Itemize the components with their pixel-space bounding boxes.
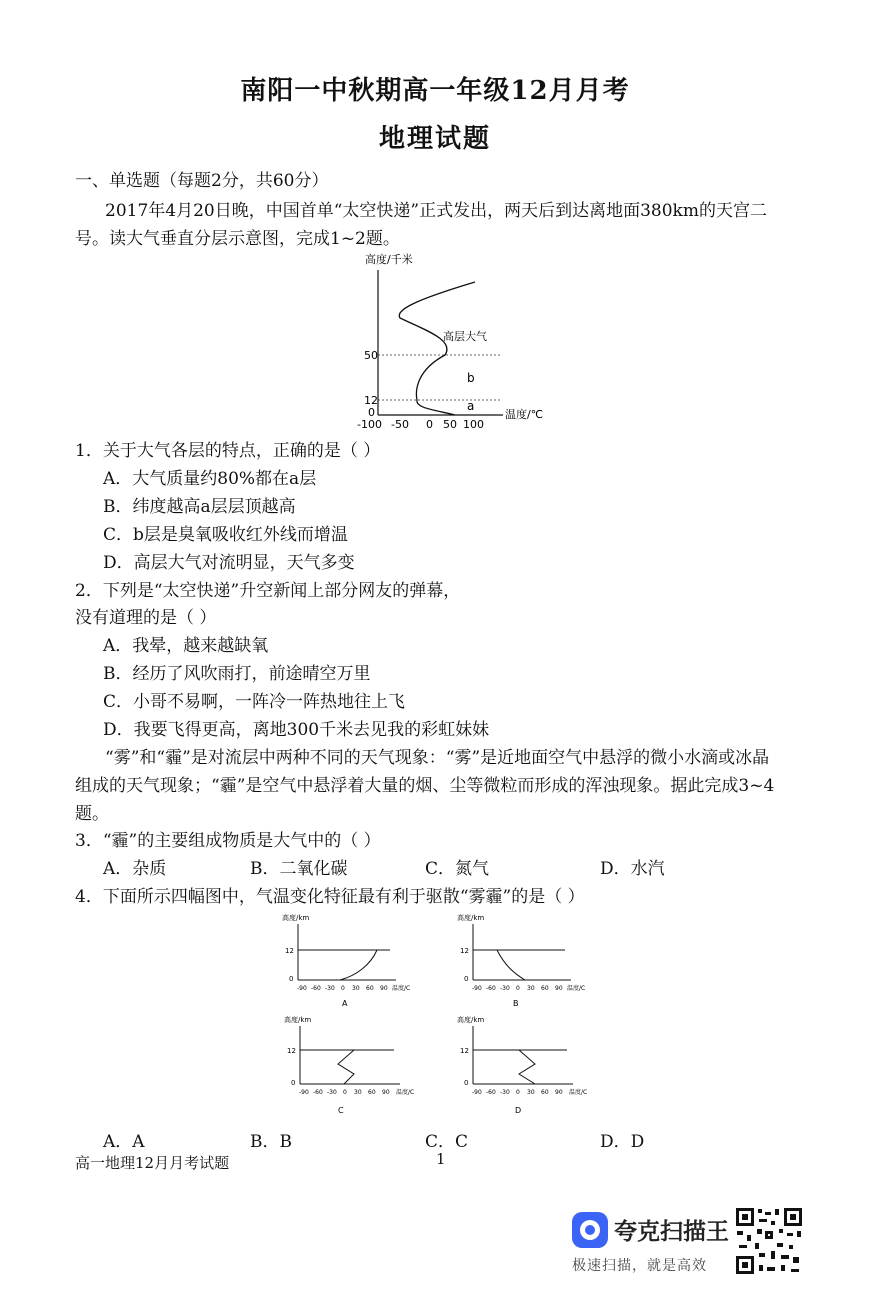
chart-d-ytick-12: 12: [460, 1047, 469, 1055]
chart-b-ytick-0: 0: [464, 975, 469, 983]
chart-d-xtick: -30: [500, 1089, 510, 1096]
q3-stem: 3．“霾”的主要组成物质是大气中的（ ）: [75, 831, 381, 851]
chart-a: [280, 910, 420, 1014]
chart-b-xtick: 30: [527, 985, 535, 992]
chart-b-xtick: 60: [541, 985, 549, 992]
q3-option-d: D．水汽: [600, 859, 665, 879]
chart-a-xtick: -90: [297, 985, 307, 992]
q2-stem-line2: 没有道理的是（ ）: [75, 608, 217, 628]
q1-option-b: B．纬度越高a层层顶越高: [103, 497, 296, 517]
q2-option-b: B．经历了风吹雨打，前途晴空万里: [103, 664, 371, 684]
chart-c-xlabel: 温度/C: [396, 1089, 415, 1096]
chart-a-xtick: -60: [311, 985, 321, 992]
chart-a-xtick: 60: [366, 985, 374, 992]
chart-d-xlabel: 温度/C: [569, 1089, 588, 1096]
atmosphere-layers-figure: [355, 250, 555, 432]
section-heading: 一、单选题（每题2分，共60分）: [75, 171, 329, 191]
q4-option-c: C．C: [425, 1132, 469, 1152]
q1-option-a: A．大气质量约80%都在a层: [103, 469, 317, 489]
chart-c-xtick: 90: [382, 1089, 390, 1096]
chart-d-xtick: 30: [527, 1089, 535, 1096]
intro2-line1: “雾”和“霾”是对流层中两种不同的天气现象：“雾”是近地面空气中悬浮的微小水滴或冰晶: [105, 748, 770, 768]
fig1-xtick-2: -50: [391, 418, 409, 431]
fig1-xtick-1: -100: [357, 418, 382, 431]
q2-option-c: C．小哥不易啊，一阵冷一阵热地往上飞: [103, 692, 406, 712]
chart-c-xtick: 0: [343, 1089, 347, 1096]
watermark-slogan: 极速扫描，就是高效: [572, 1258, 707, 1274]
fig1-label-upper: 高层大气: [443, 330, 487, 343]
chart-a-name: A: [342, 999, 348, 1008]
page-number: 1: [436, 1150, 446, 1168]
fig1-ylabel: 高度/千米: [365, 253, 413, 266]
chart-d: [455, 1012, 605, 1118]
intro2-line3: 题。: [75, 804, 109, 824]
fig1-xtick-3: 0: [426, 418, 433, 431]
q3-option-c: C．氮气: [425, 859, 490, 879]
chart-a-xtick: 0: [341, 985, 345, 992]
fig1-xlabel: 温度/℃: [505, 408, 544, 421]
chart-c-xtick: 30: [354, 1089, 362, 1096]
fig1-temperature-curve: [399, 282, 475, 415]
chart-a-xtick: 90: [380, 985, 388, 992]
fig1-ytick-50: 50: [364, 349, 378, 362]
chart-d-xtick: -90: [472, 1089, 482, 1096]
q4-option-a: A．A: [103, 1132, 145, 1152]
footer-title: 高一地理12月月考试题: [75, 1154, 230, 1172]
q2-option-d: D．我要飞得更高，离地300千米去见我的彩虹妹妹: [103, 720, 490, 740]
chart-a-xtick: -30: [325, 985, 335, 992]
chart-a-curve: [340, 950, 377, 980]
fig1-xtick-5: 100: [463, 418, 484, 431]
chart-c-xtick: 60: [368, 1089, 376, 1096]
q4-stem: 4．下面所示四幅图中，气温变化特征最有利于驱散“雾霾”的是（ ）: [75, 887, 585, 907]
chart-d-xtick: -60: [486, 1089, 496, 1096]
chart-c-curve: [338, 1050, 354, 1084]
fig1-ytick-12: 12: [364, 394, 378, 407]
chart-a-ytick-0: 0: [289, 975, 294, 983]
chart-d-ylabel: 高度/km: [457, 1016, 485, 1024]
q4-option-d: D．D: [600, 1132, 645, 1152]
chart-b-ylabel: 高度/km: [457, 914, 485, 922]
quark-logo-icon: [572, 1212, 608, 1248]
chart-d-curve: [519, 1050, 535, 1084]
fig1-label-b: b: [467, 371, 475, 385]
chart-b-xtick: -60: [486, 985, 496, 992]
q2-option-a: A．我晕，越来越缺氧: [103, 636, 269, 656]
chart-c-name: C: [338, 1106, 344, 1115]
intro2-line2: 组成的天气现象；“霾”是空气中悬浮着大量的烟、尘等微粒而形成的浑浊现象。据此完成3~4: [75, 776, 775, 796]
chart-d-xtick: 90: [555, 1089, 563, 1096]
qr-code-icon: [735, 1207, 803, 1275]
chart-a-xlabel: 温度/C: [392, 985, 411, 992]
chart-b-xtick: 90: [555, 985, 563, 992]
chart-c-xtick: -90: [299, 1089, 309, 1096]
q2-stem-line1: 2．下列是“太空快递”升空新闻上部分网友的弹幕，: [75, 581, 461, 601]
fig1-ytick-0: 0: [368, 406, 375, 419]
chart-b-xtick: 0: [516, 985, 520, 992]
chart-c-xtick: -30: [327, 1089, 337, 1096]
chart-b-xtick: -30: [500, 985, 510, 992]
intro1-line2: 号。读大气垂直分层示意图，完成1~2题。: [75, 229, 400, 249]
chart-c-ylabel: 高度/km: [284, 1016, 312, 1024]
chart-d-xtick: 0: [516, 1089, 520, 1096]
chart-c: [282, 1012, 432, 1118]
chart-d-xtick: 60: [541, 1089, 549, 1096]
chart-c-xtick: -60: [313, 1089, 323, 1096]
chart-b-ytick-12: 12: [460, 947, 469, 955]
fig1-xtick-4: 50: [443, 418, 457, 431]
chart-a-ytick-12: 12: [285, 947, 294, 955]
q1-option-d: D．高层大气对流明显，天气多变: [103, 553, 355, 573]
intro1-line1: 2017年4月20日晚，中国首单“太空快递”正式发出，两天后到达离地面380km的天宫二: [105, 201, 767, 221]
fig1-label-a: a: [467, 399, 475, 413]
q4-option-b: B．B: [250, 1132, 292, 1152]
q1-stem: 1．关于大气各层的特点，正确的是（ ）: [75, 441, 381, 461]
page-subtitle: 地理试题: [378, 124, 491, 154]
chart-b-xlabel: 温度/C: [567, 985, 586, 992]
q3-option-a: A．杂质: [103, 859, 167, 879]
q1-option-c: C．b层是臭氧吸收红外线而增温: [103, 525, 348, 545]
chart-b-name: B: [513, 999, 519, 1008]
chart-c-ytick-0: 0: [291, 1079, 296, 1087]
chart-b-xtick: -90: [472, 985, 482, 992]
watermark-name: 夸克扫描王: [614, 1219, 729, 1245]
chart-b-curve: [497, 950, 525, 980]
chart-d-name: D: [515, 1106, 522, 1115]
page-title: 南阳一中秋期高一年级12月月考: [240, 76, 630, 106]
chart-a-ylabel: 高度/km: [282, 914, 310, 922]
chart-c-ytick-12: 12: [287, 1047, 296, 1055]
chart-d-ytick-0: 0: [464, 1079, 469, 1087]
q3-option-b: B．二氧化碳: [250, 859, 348, 879]
chart-a-xtick: 30: [352, 985, 360, 992]
chart-b: [455, 910, 595, 1014]
